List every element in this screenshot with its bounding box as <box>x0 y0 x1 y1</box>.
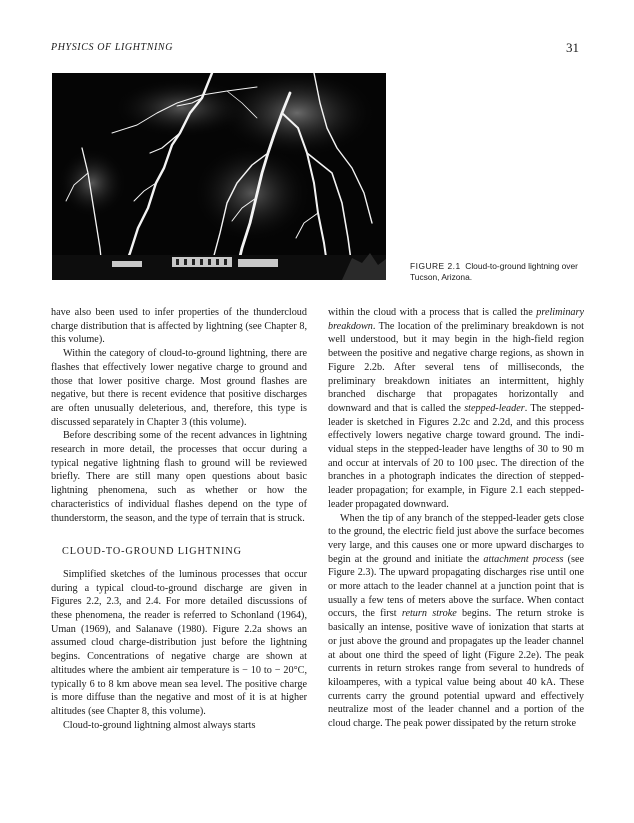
figure-caption <box>410 261 585 283</box>
emphasis-term: return stroke <box>401 608 457 620</box>
text-run: . The stepped-leader is sketched in Figures 2.2c and 2.2d, and this process effectively lowers negative charge toward ground. The individual steps in the stepped-leader have lengths of 30 to 90 m and occur at intervals of 20 to 100 μsec. The direction of the branches in a photograph indicates the direction of stepped-leader propagation; for example, in Figure 2.1 each stepped-leader propagated downward. <box>328 402 584 510</box>
paragraph: Simplified sketches of the luminous processes that occur during a typical cloud-to-ground discharge are given in Figures 2.2, 2.3, and 2.4. For more detailed discussions of these phenomena, the reader is referred to Schonland (1964), Uman (1969), and Salanave (1980). Figure 2.2a shows an assumed cloud charge-distribution just before the lightning begins. Concentrations of negative charge are shown at altitudes where the ambient air temperature is − 10 to − 20°C, typically 6 to 8 km above mean sea level. The positive charge is more diffuse than the negative and most of it is at higher altitudes (see Chapter 8, this volume). <box>51 568 307 717</box>
text-run: . The location of the preliminary breakdown is not well understood, but it may begin in the high-field region between the positive and negative charge regions, as shown in Figure 2.2b. After several tens of milliseconds, the preliminary breakdown initiates an intermittent, highly branched discharge that propagates horizontally and downward and that is called the <box>328 320 584 414</box>
paragraph <box>328 306 584 512</box>
paragraph <box>328 512 584 731</box>
lightning-photograph <box>52 73 386 280</box>
paragraph: Cloud-to-ground lightning almost always starts <box>63 719 256 731</box>
paragraph: Within the category of cloud-to-ground lightning, there are flashes that effectively lower negative charge to ground and those that lower positive charge. Most ground flashes are negative, but there is recent evidence that positive discharges are often unusually deleterious, and, therefore, this type is discussed separately in Chapter 3 (this volume). <box>51 348 307 428</box>
text-run: within the cloud with a process that is called the <box>328 307 537 318</box>
right-column <box>328 306 584 731</box>
section-heading: CLOUD-TO-GROUND LIGHTNING <box>62 546 242 558</box>
figure-caption-label: FIGURE 2.1 <box>410 261 461 271</box>
text-run: (see Figure 2.3). The upward propagating discharges rise until one or more attach to the leader channel at a junction point that is usually a few tens of meters above the surface. When contact occurs, the first <box>328 553 584 620</box>
emphasis-term: stepped-leader <box>464 402 525 414</box>
figure-caption-text: Cloud-to-ground lightning over Tucson, Arizona. <box>410 261 578 282</box>
emphasis-term: preliminary breakdown <box>328 307 584 332</box>
emphasis-term: attachment process <box>483 553 564 565</box>
paragraph: Before describing some of the recent advances in lightning research in more detail, the processes that occur during a typical negative lightning flash to ground will be reviewed briefly. There are still many open questions about basic lightning phenomena, such as whether or how the characteristics of individual flashes depend on the type of thunderstorm, the season, and the type of terrain that is struck. <box>51 430 307 524</box>
running-title: PHYSICS OF LIGHTNING <box>51 42 174 53</box>
paragraph: have also been used to infer properties of the thundercloud charge distribution that is affected by lightning (see Chapter 8, this volume). <box>51 307 307 346</box>
text-run: begins. The return stroke is basically an intense, positive wave of ionization that starts at or just above the ground and propagates up the leader channel at about one third the speed of light (Figure 2.2e). The peak currents in return strokes range from several to hundreds of kiloamperes, with a typical value being about 40 kA. These currents carry the ground potential upward and effectively neutralize most of the leader channel and a portion of the cloud charge. The peak power dissipated by the return stroke <box>328 608 585 730</box>
page-number: 31 <box>566 40 579 55</box>
text-run: When the tip of any branch of the stepped-leader gets close to the ground, the electric field just above the surface becomes very large, and this causes one or more upward discharges to begin at the ground and initiate the <box>328 512 584 565</box>
left-column <box>51 306 307 732</box>
